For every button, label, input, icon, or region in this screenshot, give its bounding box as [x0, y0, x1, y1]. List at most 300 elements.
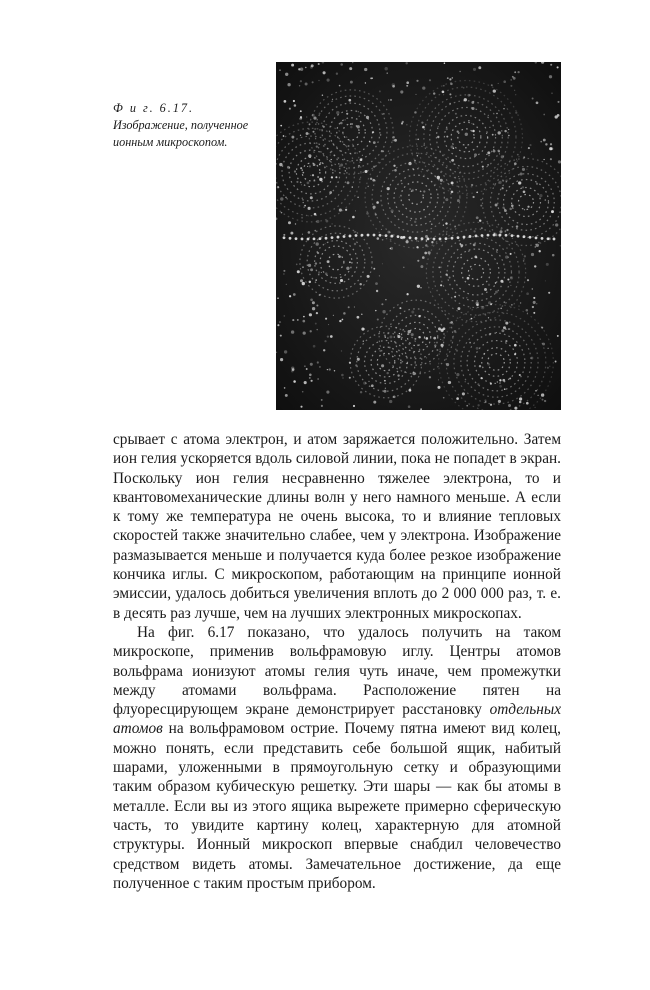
atom-spot: [327, 335, 329, 337]
atom-spot: [291, 330, 294, 333]
atom-spot: [499, 230, 502, 233]
atom-spot: [470, 308, 471, 309]
atom-spot: [324, 340, 326, 342]
atom-spot: [280, 358, 283, 361]
atom-spot: [471, 184, 473, 186]
atom-spot: [547, 367, 549, 369]
atom-spot: [332, 99, 333, 100]
atom-spot: [450, 321, 453, 324]
atom-spot: [476, 216, 479, 219]
atom-spot: [557, 66, 559, 68]
atom-spot: [377, 237, 380, 240]
atom-spot: [320, 162, 322, 164]
atom-spot: [337, 236, 340, 239]
atom-spot: [511, 234, 514, 237]
atom-spot: [510, 253, 512, 255]
atom-spot: [330, 335, 333, 338]
atom-spot: [477, 404, 479, 406]
atom-spot: [361, 328, 364, 331]
atom-spot: [315, 262, 317, 264]
atom-spot: [403, 236, 406, 239]
atom-spot: [313, 131, 315, 133]
atom-spot: [385, 67, 388, 70]
atom-spot: [446, 233, 447, 234]
atom-spot: [427, 238, 430, 241]
atom-spot: [526, 292, 529, 295]
atom-spot: [301, 238, 304, 241]
atom-spot: [545, 143, 547, 145]
atom-spot: [536, 101, 539, 104]
atom-spot: [536, 244, 539, 247]
atom-spot: [349, 67, 352, 70]
atom-spot: [313, 345, 316, 348]
atom-spot: [302, 234, 303, 235]
atom-spot: [456, 373, 459, 376]
atom-spot: [373, 401, 376, 404]
atom-spot: [438, 266, 440, 268]
atom-spot: [425, 344, 426, 345]
atom-spot: [314, 230, 316, 232]
atom-spot: [317, 252, 319, 254]
paragraph-2-end: на вольфрамовом острие. Почему пятна имеют вид колец, можно понять, если представить себе большой ящик, набитый шарами, уложенными в прямоугольную сетку и образующими таким образом кубическую решетку. Эти шары — как бы атомы в металле. Если вы из этого ящика вырежете примерно сферическую часть, то увидите картину колец, характерную для атомной структуры. Ионный микроскоп впервые снабдил человечество средством видеть атомы. Замечательное достижение, да еще полученное с таким простым прибором.: [113, 720, 561, 892]
atom-spot: [346, 146, 347, 147]
atom-spot: [451, 191, 453, 193]
atom-spot: [366, 212, 369, 215]
atom-spot: [455, 226, 456, 227]
atom-spot: [490, 404, 492, 406]
atom-spot: [293, 293, 296, 296]
atom-spot: [366, 116, 369, 119]
atom-spot: [301, 217, 303, 219]
atom-spot: [408, 405, 411, 408]
atom-spot: [514, 407, 517, 410]
atom-spot: [319, 294, 321, 296]
atom-spot: [399, 307, 401, 309]
atom-spot: [299, 85, 300, 86]
atom-spot: [480, 199, 482, 201]
atom-spot: [516, 225, 518, 227]
atom-spot: [280, 125, 282, 127]
atom-spot: [443, 225, 444, 226]
atom-spot: [409, 236, 412, 239]
atom-spot: [408, 330, 411, 333]
atom-spot: [529, 144, 531, 146]
atom-spot: [358, 111, 359, 112]
atom-spot: [319, 129, 320, 130]
atom-spot: [476, 302, 479, 305]
atom-spot: [451, 159, 454, 162]
atom-spot: [373, 268, 375, 270]
atom-spot: [343, 235, 346, 238]
atom-spot: [491, 84, 493, 86]
atom-spot: [466, 297, 468, 299]
atom-spot: [403, 267, 404, 268]
atom-spot: [323, 126, 325, 128]
figure-caption-text: Изображение, полученное ионным микроскопом.: [113, 118, 249, 149]
atom-spot: [340, 274, 341, 275]
atom-spot: [333, 315, 334, 316]
atom-spot: [316, 329, 317, 330]
atom-spot: [323, 71, 326, 74]
atom-spot: [514, 90, 515, 91]
atom-spot: [279, 69, 281, 71]
atom-spot: [321, 272, 322, 273]
atom-spot: [487, 234, 490, 237]
atom-spot: [451, 181, 454, 184]
atom-spot: [426, 337, 429, 340]
atom-spot: [284, 315, 286, 317]
atom-spot: [412, 189, 414, 191]
atom-spot: [418, 315, 420, 317]
atom-spot: [500, 307, 502, 309]
atom-spot: [363, 340, 364, 341]
atom-spot: [340, 122, 343, 125]
atom-spot: [325, 243, 326, 244]
atom-spot: [532, 288, 533, 289]
atom-spot: [342, 377, 343, 378]
atom-spot: [336, 73, 338, 75]
atom-spot: [510, 285, 511, 286]
atom-spot: [315, 323, 317, 325]
atom-spot: [307, 166, 308, 167]
atom-spot: [392, 136, 395, 139]
atom-spot: [287, 83, 290, 86]
atom-spot: [362, 155, 363, 156]
atom-spot: [280, 197, 283, 200]
atom-spot: [509, 208, 512, 211]
atom-spot: [524, 209, 525, 210]
atom-spot: [313, 237, 316, 240]
atom-spot: [312, 301, 315, 304]
atom-spot: [467, 277, 470, 280]
atom-spot: [547, 237, 550, 240]
atom-spot: [464, 98, 467, 101]
atom-spot: [481, 306, 484, 309]
atom-spot: [371, 384, 374, 387]
atom-spot: [359, 116, 360, 117]
atom-spot: [499, 379, 501, 381]
atom-spot: [481, 227, 482, 228]
atom-spot: [406, 124, 407, 125]
atom-spot: [280, 335, 282, 337]
atom-spot: [468, 120, 469, 121]
atom-spot: [309, 281, 311, 283]
body-text: [113, 430, 561, 893]
atom-spot: [418, 336, 420, 338]
atom-spot: [545, 199, 547, 201]
atom-spot: [373, 234, 376, 237]
atom-spot: [458, 176, 459, 177]
atom-spot: [496, 113, 497, 114]
atom-spot: [440, 179, 443, 182]
atom-spot: [429, 376, 431, 378]
atom-spot: [463, 236, 466, 239]
atom-spot: [357, 197, 359, 199]
atom-spot: [493, 89, 496, 92]
atom-spot: [303, 316, 305, 318]
atom-spot: [518, 305, 519, 306]
atom-spot: [399, 333, 400, 334]
atom-spot: [533, 301, 536, 304]
atom-spot: [420, 287, 421, 288]
atom-spot: [412, 372, 415, 375]
atom-spot: [307, 238, 310, 241]
atom-spot: [358, 165, 360, 167]
atom-spot: [433, 92, 435, 94]
atom-spot: [501, 329, 504, 332]
atom-spot: [425, 235, 428, 238]
atom-spot: [471, 318, 473, 320]
atom-spot: [304, 205, 306, 207]
atom-spot: [326, 220, 329, 223]
atom-spot: [429, 79, 431, 81]
atom-spot: [365, 82, 366, 83]
atom-spot: [548, 348, 549, 349]
atom-spot: [430, 231, 432, 233]
atom-spot: [399, 197, 400, 198]
atom-spot: [515, 112, 517, 114]
atom-spot: [277, 324, 279, 326]
atom-spot: [327, 369, 328, 370]
atom-spot: [522, 186, 524, 188]
atom-spot: [480, 205, 482, 207]
atom-spot: [502, 207, 504, 209]
atom-spot: [438, 379, 439, 380]
atom-spot: [505, 322, 508, 325]
atom-spot: [509, 377, 511, 379]
atom-spot: [318, 63, 320, 65]
atom-spot: [297, 270, 300, 273]
atom-spot: [370, 178, 372, 180]
atom-spot: [361, 313, 363, 315]
atom-spot: [393, 395, 396, 398]
atom-spot: [489, 333, 491, 335]
atom-spot: [354, 231, 356, 233]
atom-spot: [313, 163, 316, 166]
atom-spot: [348, 99, 351, 102]
atom-spot: [367, 275, 370, 278]
atom-spot: [417, 155, 418, 156]
atom-spot: [287, 166, 290, 169]
atom-spot: [357, 316, 360, 319]
atom-spot: [532, 306, 534, 308]
atom-spot: [302, 198, 303, 199]
atom-spot: [291, 64, 294, 67]
atom-spot: [478, 66, 481, 69]
atom-spot: [310, 175, 311, 176]
atom-spot: [551, 92, 553, 94]
atom-spot: [515, 94, 516, 95]
atom-spot: [313, 180, 315, 182]
atom-spot: [293, 380, 296, 383]
atom-spot: [450, 83, 453, 86]
atom-spot: [443, 327, 446, 330]
atom-spot: [294, 104, 297, 107]
atom-spot: [417, 138, 419, 140]
atom-spot: [343, 312, 346, 315]
atom-spot: [407, 363, 408, 364]
atom-spot: [375, 310, 376, 311]
atom-spot: [501, 155, 504, 158]
atom-spot: [312, 307, 315, 310]
atom-spot: [300, 68, 303, 71]
atom-spot: [353, 405, 355, 407]
paragraph-2-start: На фиг. 6.17 показано, что удалось получить на таком микроскопе, применив вольфрамовую иглу. Центры атомов вольфрама ионизуют атомы гелия чуть иначе, чем промежутки между атомами вольфрама. Расположение пятен на флуоресцирующем экране демонстрирует расстановку: [113, 623, 561, 719]
atom-spot: [319, 178, 322, 181]
atom-spot: [526, 169, 527, 170]
atom-spot: [319, 237, 322, 240]
atom-spot: [350, 81, 353, 84]
atom-spot: [497, 381, 498, 382]
atom-spot: [508, 129, 509, 130]
atom-spot: [417, 260, 419, 262]
atom-spot: [428, 251, 431, 254]
atom-spot: [316, 220, 319, 223]
atom-spot: [312, 114, 315, 117]
atom-spot: [434, 344, 436, 346]
atom-spot: [506, 229, 508, 231]
atom-spot: [497, 150, 499, 152]
atom-spot: [477, 383, 479, 385]
atom-spot: [425, 244, 427, 246]
field-ion-microscope-image: [276, 62, 561, 410]
atom-spot: [459, 243, 461, 245]
atom-spot: [307, 182, 310, 185]
atom-spot: [316, 242, 319, 245]
atom-spot: [380, 134, 382, 136]
atom-spot: [289, 237, 292, 240]
atom-spot: [445, 222, 447, 224]
atom-spot: [469, 235, 472, 238]
atom-spot: [459, 71, 460, 72]
atom-spot: [557, 335, 559, 337]
atom-spot: [549, 147, 552, 150]
atom-spot: [310, 268, 313, 271]
atom-spot: [340, 279, 343, 282]
atom-spot: [339, 320, 341, 322]
atom-spot: [436, 349, 438, 351]
atom-spot: [437, 176, 440, 179]
atom-spot: [352, 187, 353, 188]
atom-spot: [302, 266, 304, 268]
atom-spot: [518, 181, 521, 184]
atom-spot: [493, 234, 496, 237]
atom-spot: [308, 231, 311, 234]
atom-spot: [533, 312, 535, 314]
atom-spot: [488, 115, 489, 116]
atom-spot: [406, 293, 408, 295]
atom-spot: [349, 161, 350, 162]
atom-spot: [379, 90, 381, 92]
atom-spot: [488, 301, 491, 304]
atom-spot: [446, 128, 448, 130]
atom-spot: [317, 176, 318, 177]
atom-spot: [410, 220, 411, 221]
atom-spot: [519, 374, 521, 376]
atom-spot: [310, 298, 313, 301]
atom-spot: [376, 290, 378, 292]
atom-spot: [411, 311, 414, 314]
atom-spot: [493, 149, 494, 150]
atom-spot: [439, 237, 442, 240]
atom-spot: [335, 176, 337, 178]
atom-spot: [534, 407, 535, 408]
atom-spot: [411, 333, 414, 336]
atom-spot: [302, 282, 305, 285]
atom-spot: [277, 186, 279, 188]
atom-spot: [382, 150, 384, 152]
atom-spot: [496, 249, 498, 251]
emphasis-individual-atoms: отдельных атомов: [113, 701, 561, 738]
atom-spot: [522, 168, 525, 171]
atom-spot: [316, 145, 318, 147]
atom-spot: [472, 130, 475, 133]
atom-spot: [303, 331, 306, 334]
atom-spot: [523, 260, 525, 262]
atom-spot: [397, 235, 400, 238]
atom-spot: [411, 240, 412, 241]
atom-spot: [431, 223, 432, 224]
atom-spot: [406, 85, 408, 87]
atom-spot: [549, 366, 550, 367]
atom-spot: [493, 150, 496, 153]
atom-spot: [303, 202, 304, 203]
atom-spot: [385, 299, 386, 300]
atom-spot: [327, 79, 330, 82]
atom-spot: [471, 123, 472, 124]
atom-spot: [505, 328, 507, 330]
atom-spot: [511, 205, 514, 208]
atom-spot: [344, 119, 345, 120]
atom-spot: [555, 361, 557, 363]
atom-spot: [507, 278, 509, 280]
atom-spot: [304, 381, 307, 384]
atom-spot: [511, 304, 512, 305]
atom-spot: [382, 239, 384, 241]
atom-spot: [527, 206, 529, 208]
atom-spot: [291, 136, 294, 139]
atom-spot: [372, 131, 374, 133]
atom-spot: [286, 284, 287, 285]
atom-spot: [347, 181, 350, 184]
atom-spot: [388, 99, 389, 100]
atom-spot: [300, 80, 302, 82]
atom-spot: [440, 339, 441, 340]
atom-spot: [529, 236, 532, 239]
atom-spot: [449, 277, 451, 279]
atom-spot: [339, 85, 341, 87]
atom-spot: [349, 219, 350, 220]
atom-spot: [309, 313, 312, 316]
atom-spot: [289, 295, 291, 297]
atom-spot: [469, 342, 471, 344]
atom-spot: [536, 183, 538, 185]
atom-spot: [539, 250, 541, 252]
atom-spot: [291, 370, 294, 373]
atom-spot: [363, 381, 366, 384]
atom-spot: [426, 357, 427, 358]
atom-spot: [487, 164, 489, 166]
atom-spot: [487, 363, 490, 366]
atom-spot: [387, 72, 388, 73]
atom-spot: [306, 132, 309, 135]
atom-spot: [456, 397, 459, 400]
atom-spot: [495, 282, 496, 283]
atom-spot: [300, 135, 301, 136]
atom-spot: [451, 237, 454, 240]
atom-spot: [555, 223, 558, 226]
atom-spot: [413, 169, 415, 171]
